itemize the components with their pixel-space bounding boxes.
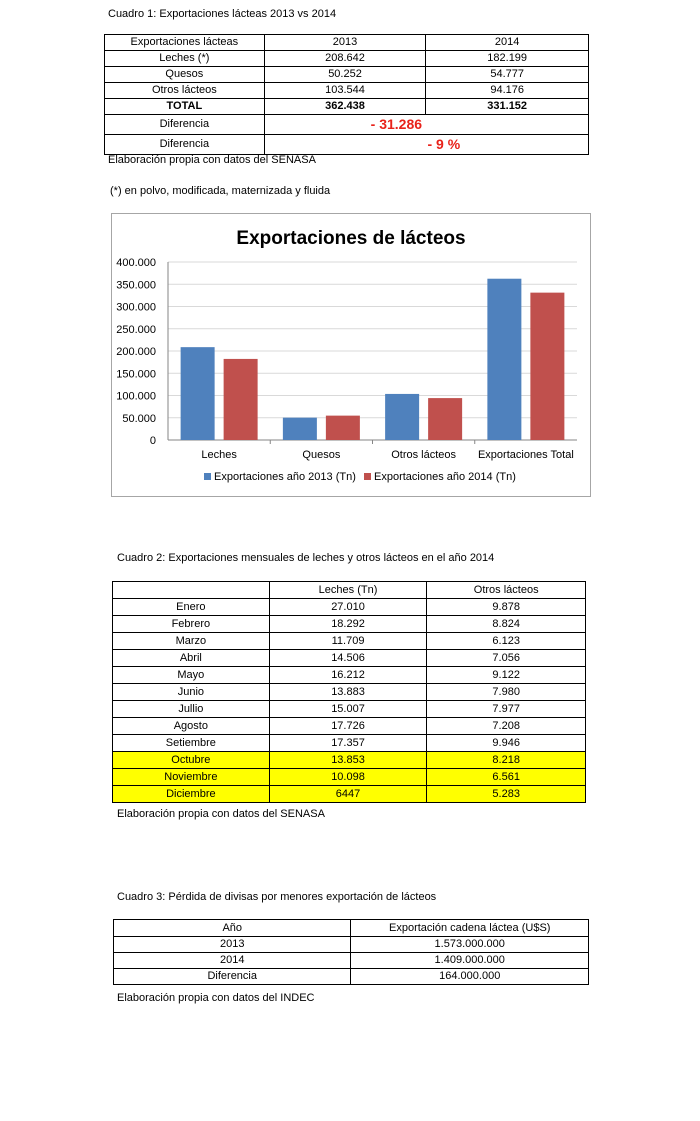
x-tick-label: Leches xyxy=(201,449,237,461)
total-row xyxy=(105,99,589,115)
table-cell: 164.000.000 xyxy=(351,969,589,985)
table-row xyxy=(113,752,586,769)
month-cell: Abril xyxy=(113,650,270,667)
table-cell: 208.642 xyxy=(264,51,426,67)
table-row xyxy=(113,667,586,684)
table-cell: 17.726 xyxy=(269,718,427,735)
cuadro2-caption: Cuadro 2: Exportaciones mensuales de leches y otros lácteos en el año 2014 xyxy=(117,552,495,564)
table-cell: 94.176 xyxy=(426,83,589,99)
header-cell: Otros lácteos xyxy=(427,582,586,599)
cuadro2-table xyxy=(112,581,586,803)
y-tick-label: 300.000 xyxy=(116,301,156,314)
x-tick-label: Otros lácteos xyxy=(391,449,457,461)
month-cell: Enero xyxy=(113,599,270,616)
table-row xyxy=(113,718,586,735)
header-cell: Exportación cadena láctea (U$S) xyxy=(351,920,589,937)
table-cell: 5.283 xyxy=(427,786,586,803)
y-tick-label: 100.000 xyxy=(116,390,156,403)
month-cell: Jullio xyxy=(113,701,270,718)
header-cell: Exportaciones lácteas xyxy=(105,35,265,51)
cuadro1-table xyxy=(104,34,589,155)
table-row xyxy=(113,599,586,616)
month-cell: Mayo xyxy=(113,667,270,684)
table-cell: 15.007 xyxy=(269,701,427,718)
table-cell: Otros lácteos xyxy=(105,83,265,99)
table-row xyxy=(113,633,586,650)
diferencia-percent: - 9 % xyxy=(264,135,588,155)
x-tick-label: Exportaciones Total xyxy=(477,449,574,461)
y-tick-label: 200.000 xyxy=(116,346,156,358)
table-row xyxy=(113,769,586,786)
y-tick-label: 50.000 xyxy=(122,412,156,425)
cuadro1-footnote: (*) en polvo, modificada, maternizada y fluida xyxy=(110,185,331,197)
month-cell: Agosto xyxy=(113,718,270,735)
cuadro1-caption: Cuadro 1: Exportaciones lácteas 2013 vs 2014 xyxy=(108,8,337,20)
table-cell: 16.212 xyxy=(269,667,427,684)
diferencia-label: Diferencia xyxy=(105,135,265,155)
table-cell: 27.010 xyxy=(269,599,427,616)
cuadro1-header-row xyxy=(105,35,589,51)
month-cell: Setiembre xyxy=(113,735,270,752)
table-cell: 103.544 xyxy=(264,83,426,99)
table-row xyxy=(113,735,586,752)
table-cell: 1.409.000.000 xyxy=(351,953,589,969)
bar-2013 xyxy=(181,347,215,440)
y-tick-label: 150.000 xyxy=(116,368,156,381)
table-cell: 1.573.000.000 xyxy=(351,937,589,953)
cuadro3-caption: Cuadro 3: Pérdida de divisas por menores exportación de lácteos xyxy=(117,891,437,903)
table-cell: 13.853 xyxy=(269,752,427,769)
table-row xyxy=(114,937,589,953)
chart-title: Exportaciones de lácteos xyxy=(236,228,466,249)
bar-2013 xyxy=(487,279,521,440)
cuadro3-header-row xyxy=(114,920,589,937)
y-tick-label: 0 xyxy=(149,435,156,447)
table-row xyxy=(105,67,589,83)
legend-swatch xyxy=(364,473,371,480)
diferencia-row xyxy=(105,115,589,135)
table-cell: 7.208 xyxy=(427,718,586,735)
table-cell: 6447 xyxy=(269,786,427,803)
bar-2014 xyxy=(530,293,564,440)
table-row xyxy=(105,83,589,99)
table-row xyxy=(113,684,586,701)
header-cell: Leches (Tn) xyxy=(269,582,427,599)
total-2014: 331.152 xyxy=(426,99,589,115)
month-cell: Marzo xyxy=(113,633,270,650)
table-cell: 6.561 xyxy=(427,769,586,786)
header-cell xyxy=(113,582,270,599)
bar-chart xyxy=(112,214,590,496)
table-cell: 11.709 xyxy=(269,633,427,650)
diferencia-label: Diferencia xyxy=(105,115,265,135)
table-row xyxy=(113,701,586,718)
table-cell: 2013 xyxy=(114,937,351,953)
table-cell: 2014 xyxy=(114,953,351,969)
cuadro1-source: Elaboración propia con datos del SENASA xyxy=(108,154,316,166)
table-cell: 8.218 xyxy=(427,752,586,769)
month-cell: Octubre xyxy=(113,752,270,769)
table-row xyxy=(113,786,586,803)
table-cell: 18.292 xyxy=(269,616,427,633)
legend-swatch xyxy=(204,473,211,480)
bar-2014 xyxy=(428,398,462,440)
header-cell: 2013 xyxy=(264,35,426,51)
legend-label: Exportaciones año 2013 (Tn) xyxy=(214,471,356,483)
table-cell: 9.878 xyxy=(427,599,586,616)
table-row xyxy=(114,969,589,985)
table-cell: 54.777 xyxy=(426,67,589,83)
chart-container xyxy=(111,213,591,497)
cuadro2-source: Elaboración propia con datos del SENASA xyxy=(117,808,325,820)
total-2013: 362.438 xyxy=(264,99,426,115)
cuadro2-header-row xyxy=(113,582,586,599)
month-cell: Junio xyxy=(113,684,270,701)
table-cell: 6.123 xyxy=(427,633,586,650)
table-cell: 10.098 xyxy=(269,769,427,786)
header-cell: 2014 xyxy=(426,35,589,51)
table-row xyxy=(113,616,586,633)
table-cell: Quesos xyxy=(105,67,265,83)
y-tick-label: 350.000 xyxy=(116,279,156,292)
total-label: TOTAL xyxy=(105,99,265,115)
legend-label: Exportaciones año 2014 (Tn) xyxy=(374,471,516,483)
month-cell: Noviembre xyxy=(113,769,270,786)
month-cell: Diciembre xyxy=(113,786,270,803)
bar-2014 xyxy=(224,359,258,440)
bar-2014 xyxy=(326,416,360,440)
y-tick-label: 400.000 xyxy=(116,257,156,269)
cuadro3-table xyxy=(113,919,589,985)
table-cell: 17.357 xyxy=(269,735,427,752)
table-cell: 7.056 xyxy=(427,650,586,667)
table-row xyxy=(114,953,589,969)
x-tick-label: Quesos xyxy=(302,449,341,461)
table-cell: 14.506 xyxy=(269,650,427,667)
diferencia-value: - 31.286 xyxy=(264,115,588,135)
table-cell: 7.980 xyxy=(427,684,586,701)
table-cell: Leches (*) xyxy=(105,51,265,67)
y-tick-label: 250.000 xyxy=(116,323,156,336)
diferencia-row xyxy=(105,135,589,155)
table-cell: 182.199 xyxy=(426,51,589,67)
month-cell: Febrero xyxy=(113,616,270,633)
table-cell: 9.946 xyxy=(427,735,586,752)
table-cell: Diferencia xyxy=(114,969,351,985)
bar-2013 xyxy=(283,418,317,440)
header-cell: Año xyxy=(114,920,351,937)
table-row xyxy=(105,51,589,67)
table-cell: 7.977 xyxy=(427,701,586,718)
table-cell: 13.883 xyxy=(269,684,427,701)
bar-2013 xyxy=(385,394,419,440)
table-row xyxy=(113,650,586,667)
table-cell: 9.122 xyxy=(427,667,586,684)
table-cell: 8.824 xyxy=(427,616,586,633)
cuadro3-source: Elaboración propia con datos del INDEC xyxy=(117,992,315,1004)
table-cell: 50.252 xyxy=(264,67,426,83)
